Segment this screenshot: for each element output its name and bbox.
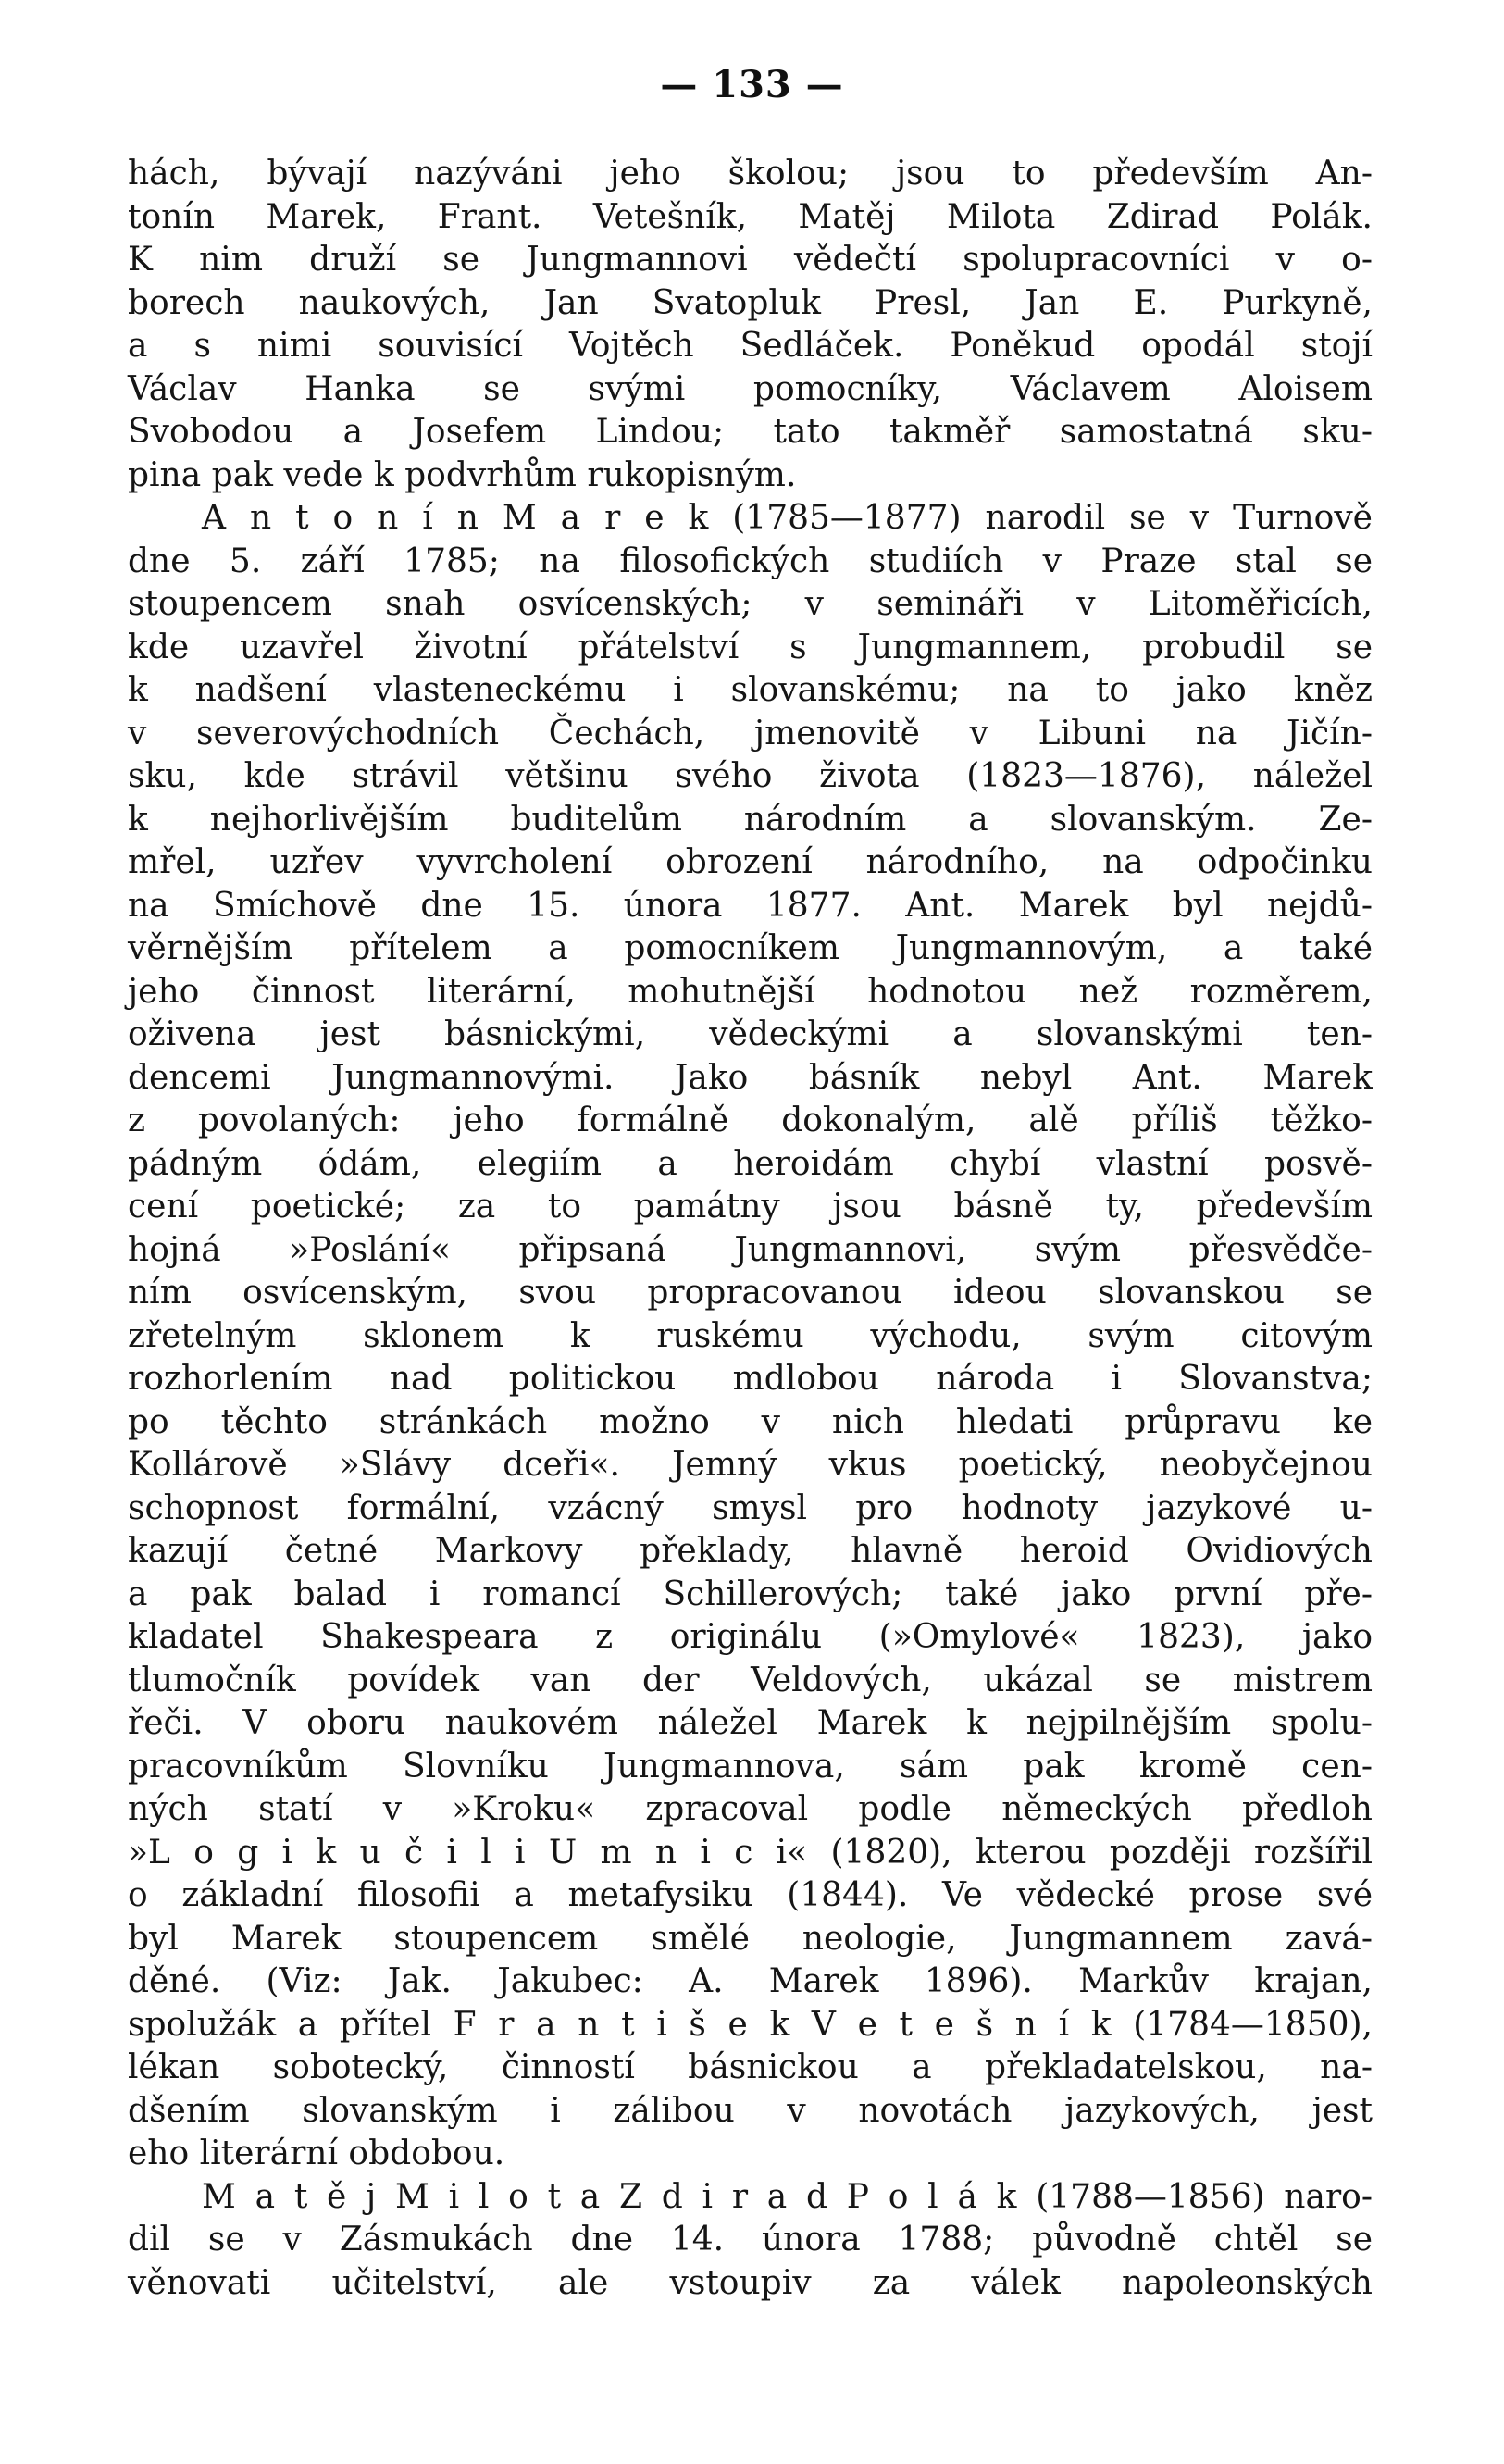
text-line: z povolaných: jeho formálně dokonalým, alě příliš těžko- <box>128 1101 1373 1139</box>
text-line: sku, kde strávil většinu svého života (1823—1876), náležel <box>128 757 1373 795</box>
text-line: K nim druží se Jungmannovi vědečtí spolupracovníci v o- <box>128 241 1373 279</box>
text-line: děné. (Viz: Jak. Jakubec: A. Marek 1896). Markův krajan, <box>128 1962 1373 2000</box>
text-line: v severovýchodních Čechách, jmenovitě v Libuni na Jičín- <box>128 714 1373 753</box>
text-line: byl Marek stoupencem smělé neologie, Jungmannem zavá- <box>128 1919 1373 1958</box>
text-line: pracovníkům Slovníku Jungmannova, sám pak kromě cen- <box>128 1747 1373 1786</box>
text-line: eho literární obdobou. <box>128 2134 505 2172</box>
text-line: kazují četné Markovy překlady, hlavně heroid Ovidiových <box>128 1532 1373 1570</box>
text-line: o základní filosofii a metafysiku (1844). Ve vědecké prose své <box>128 1876 1373 1914</box>
text-line: lékan sobotecký, činností básnickou a překladatelskou, na- <box>128 2048 1373 2086</box>
text-line: pádným ódám, elegiím a heroidám chybí vlastní posvě- <box>128 1144 1373 1183</box>
text-line: tlumočník povídek van der Veldových, ukázal se mistrem <box>128 1661 1373 1699</box>
text-line: kladatel Shakespeara z originálu (»Omylové« 1823), jako <box>128 1618 1373 1656</box>
body-text <box>128 153 1373 2305</box>
text-line: dil se v Zásmukách dne 14. února 1788; původně chtěl se <box>128 2221 1373 2259</box>
text-line: zřetelným sklonem k ruskému východu, svým citovým <box>128 1316 1373 1355</box>
text-line: a s nimi souvisící Vojtěch Sedláček. Poněkud opodál stojí <box>128 327 1373 365</box>
text-line: kde uzavřel životní přátelství s Jungmannem, probudil se <box>128 628 1373 666</box>
text-line: cení poetické; za to památny jsou básně ty, především <box>128 1188 1373 1226</box>
text-line: po těchto stránkách možno v nich hledati průpravu ke <box>128 1402 1373 1441</box>
text-line: »L o g i k u č i l i U m n i c i« (1820), kterou později rozšířil <box>128 1833 1373 1872</box>
text-line: dšením slovanským i zálibou v novotách jazykových, jest <box>128 2091 1373 2130</box>
text-line: dencemi Jungmannovými. Jako básník nebyl Ant. Marek <box>128 1058 1373 1097</box>
text-line: na Smíchově dne 15. února 1877. Ant. Marek byl nejdů- <box>128 886 1373 925</box>
text-line: řeči. V oboru naukovém náležel Marek k nejpilnějším spolu- <box>128 1704 1373 1742</box>
text-line: tonín Marek, Frant. Vetešník, Matěj Milota Zdirad Polák. <box>128 197 1373 236</box>
page-number: — 133 — <box>660 63 844 106</box>
text-line: stoupencem snah osvícenských; v semináři v Litoměřicích, <box>128 585 1373 623</box>
text-line: spolužák a přítel F r a n t i š e k V e t e š n í k (1784—1850), <box>128 2005 1373 2044</box>
text-line: rozhorlením nad politickou mdlobou národa i Slovanstva; <box>128 1360 1373 1398</box>
text-line: oživena jest básnickými, vědeckými a slovanskými ten- <box>128 1015 1373 1053</box>
text-line: A n t o n í n M a r e k (1785—1877) narodil se v Turnově <box>202 499 1373 537</box>
text-line: k nadšení vlasteneckému i slovanskému; na to jako kněz <box>128 671 1373 709</box>
text-line: Kollárově »Slávy dceři«. Jemný vkus poetický, neobyčejnou <box>128 1446 1373 1484</box>
text-line: Václav Hanka se svými pomocníky, Václavem Aloisem <box>128 369 1373 408</box>
text-line: jeho činnost literární, mohutnější hodnotou než rozměrem, <box>128 972 1373 1011</box>
text-line: hách, bývají nazýváni jeho školou; jsou to především An- <box>128 155 1373 193</box>
text-line: M a t ě j M i l o t a Z d i r a d P o l á k (1788—1856) naro- <box>202 2177 1373 2216</box>
text-line: mřel, uzřev vyvrcholení obrození národního, na odpočinku <box>128 843 1373 881</box>
text-line: ných statí v »Kroku« zpracoval podle německých předloh <box>128 1790 1373 1828</box>
text-line: dne 5. září 1785; na filosofických studiích v Praze stal se <box>128 541 1373 580</box>
text-line: Svobodou a Josefem Lindou; tato takměř samostatná sku- <box>128 413 1373 451</box>
text-line: schopnost formální, vzácný smysl pro hodnoty jazykové u- <box>128 1488 1373 1527</box>
text-line: hojná »Poslání« připsaná Jungmannovi, svým přesvědče- <box>128 1230 1373 1269</box>
text-line: věnovati učitelství, ale vstoupiv za válek napoleonských <box>128 2263 1373 2302</box>
text-line: pina pak vede k podvrhům rukopisným. <box>128 455 797 494</box>
text-line: věrnějším přítelem a pomocníkem Jungmannovým, a také <box>128 929 1373 967</box>
text-line: k nejhorlivějším buditelům národním a slovanským. Ze- <box>128 800 1373 839</box>
text-line: ním osvícenským, svou propracovanou ideou slovanskou se <box>128 1274 1373 1312</box>
text-line: a pak balad i romancí Schillerových; také jako první pře- <box>128 1574 1373 1613</box>
text-line: borech naukových, Jan Svatopluk Presl, Jan E. Purkyně, <box>128 283 1373 322</box>
